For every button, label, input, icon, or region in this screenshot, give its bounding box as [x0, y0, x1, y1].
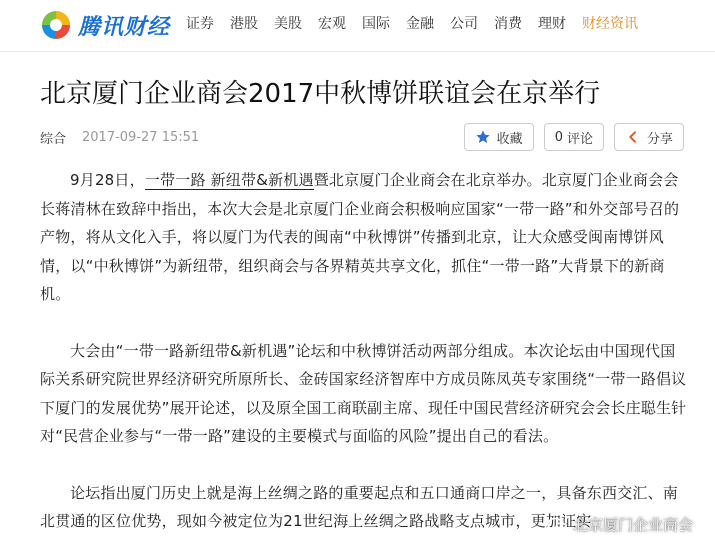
nav-item-wealth[interactable]: 理财 — [538, 16, 566, 32]
nav-item-macro[interactable]: 宏观 — [318, 16, 346, 32]
favorite-label: 收藏 — [496, 131, 523, 147]
star-icon — [475, 129, 491, 145]
comment-button[interactable] — [544, 123, 604, 151]
nav-item-companies[interactable]: 公司 — [450, 16, 478, 32]
underlined-phrase: 一带一路 新纽带&新机遇 — [144, 171, 314, 189]
comment-label: 评论 — [566, 131, 593, 147]
article-actions — [464, 123, 684, 151]
share-icon — [625, 129, 641, 145]
article-title: 北京厦门企业商会2017中秋博饼联谊会在京举行 — [40, 79, 601, 109]
nav-item-finance-news[interactable]: 财经资讯 — [582, 16, 638, 32]
article-category[interactable]: 综合 — [40, 131, 67, 147]
nav-item-consumption[interactable]: 消费 — [494, 16, 522, 32]
watermark-text: 北京厦门企业商会 — [572, 516, 693, 534]
nav-item-hk-stocks[interactable]: 港股 — [230, 16, 258, 32]
nav-item-finance[interactable]: 金融 — [406, 16, 434, 32]
main-nav — [186, 14, 654, 34]
tencent-logo-icon — [40, 9, 72, 41]
article-body — [40, 166, 688, 556]
share-button[interactable] — [614, 123, 684, 151]
share-label: 分享 — [646, 131, 673, 147]
nav-item-us-stocks[interactable]: 美股 — [274, 16, 302, 32]
nav-item-securities[interactable]: 证券 — [186, 16, 214, 32]
top-navigation-bar — [0, 0, 715, 52]
site-logo[interactable] — [40, 8, 170, 42]
wechat-watermark — [547, 514, 693, 535]
favorite-button[interactable] — [464, 123, 534, 151]
article-meta — [40, 126, 199, 148]
logo-text: 腾讯财经 — [78, 14, 171, 40]
paragraph-1-rest: 暨北京厦门企业商会在北京举办。北京厦门企业商会会长蒋清林在致辞中指出，本次大会是北京厦门企业商会积极响应国家“一带一路”和外交部号召的产物，将从文化入手，将以厦门为代表的闽南“中秋博饼”传播到北京，让大众感受闽南博饼风情，以“中秋博饼”为新纽带，组织商会与各界精英共享文化，抓住“一带一路”大背景下的新商机。 — [40, 171, 680, 303]
nav-item-international[interactable]: 国际 — [362, 16, 390, 32]
wechat-icon — [547, 517, 567, 533]
paragraph-1-lead: 9月28日， — [70, 171, 145, 189]
article-paragraph-2: 大会由“一带一路新纽带&新机遇”论坛和中秋博饼活动两部分组成。本次论坛由中国现代国际关系研究院世界经济研究所原所长、金砖国家经济智库中方成员陈凤英专家围绕“一带一路倡议下厦门的发展优势”展开论述，以及原全国工商联副主席、现任中国民营经济研究会会长庄聪生针对“民营企业参与“一带一路”建设的主要模式与面临的风险”提出自己的看法。 — [40, 341, 687, 445]
article-paragraph-1 — [40, 166, 688, 309]
comment-count: 0 — [554, 129, 563, 145]
article-paragraph-3: 论坛指出厦门历史上就是海上丝绸之路的重要起点和五口通商口岸之一，具备东西交汇、南北贯通的区位优势，现如今被定位为21世纪海上丝绸之路战略支点城市，更加证实 — [40, 483, 679, 530]
article-timestamp: 2017-09-27 15:51 — [82, 129, 200, 145]
